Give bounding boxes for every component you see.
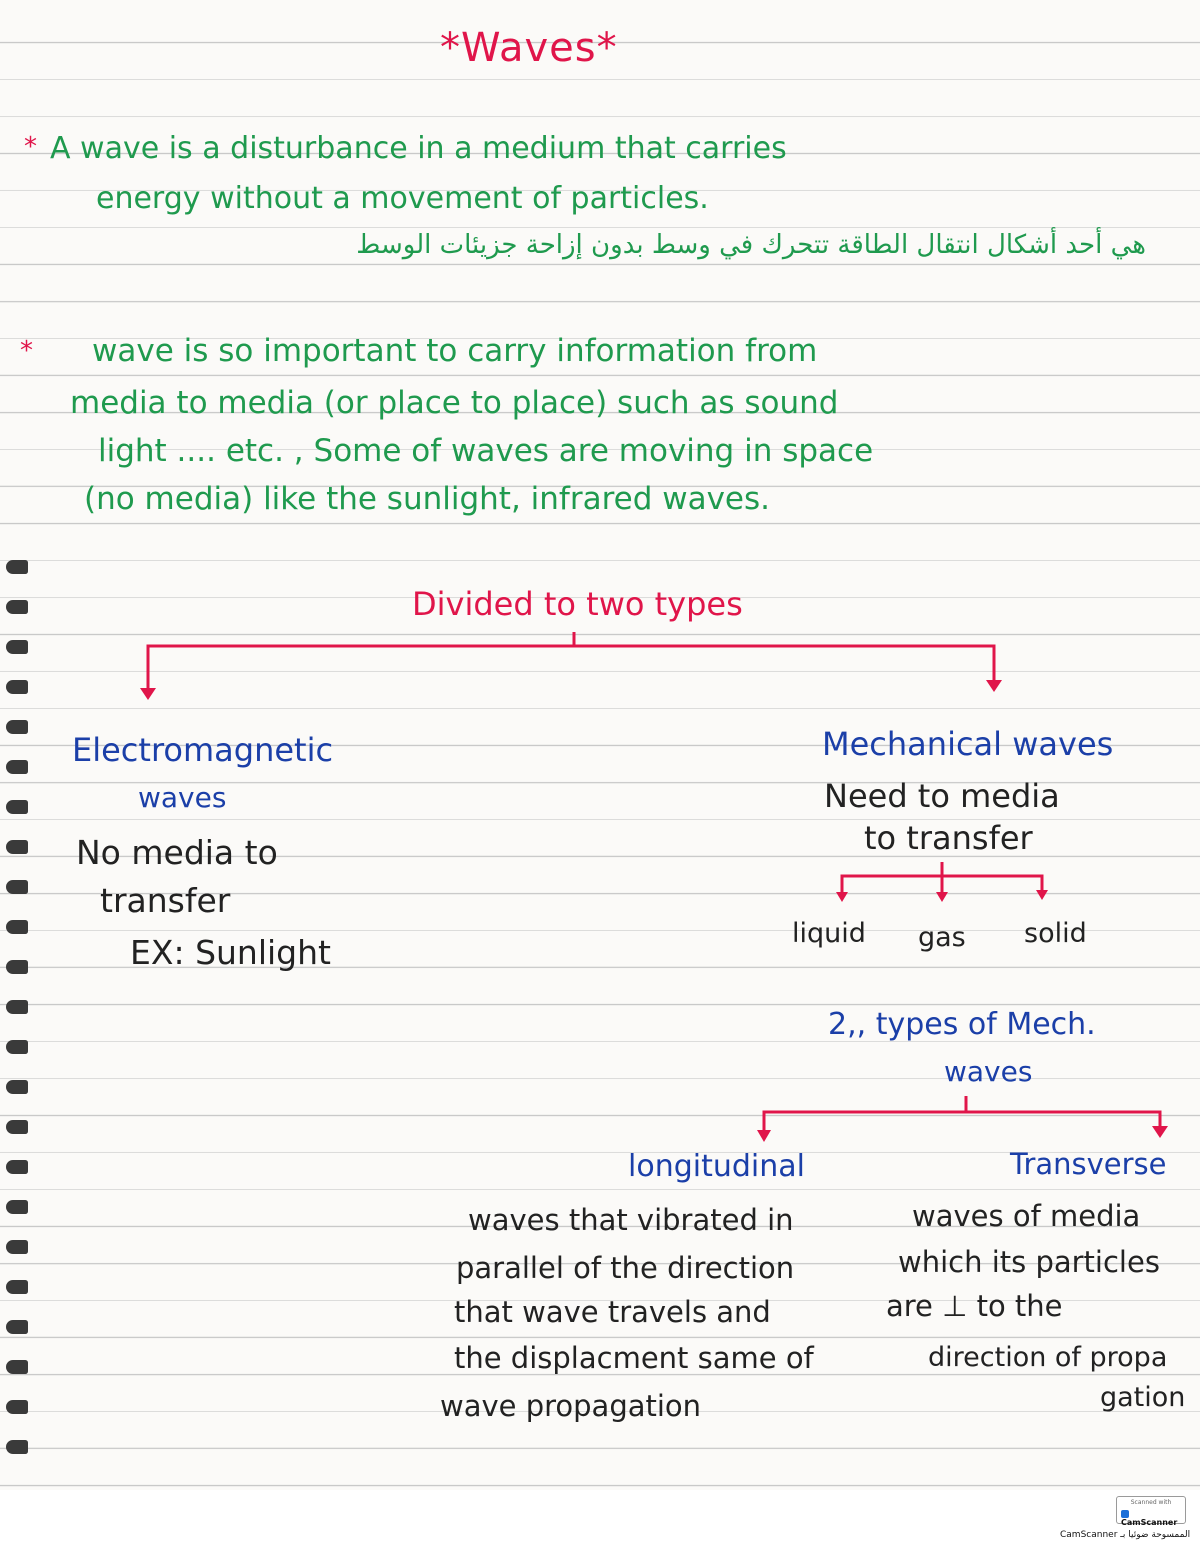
divided-heading: Divided to two types	[412, 585, 743, 623]
arrow-head-liquid	[836, 892, 848, 902]
mechanical-title: Mechanical waves	[822, 725, 1114, 763]
longitudinal-line-4: the displacment same of	[454, 1341, 814, 1375]
transverse-line-4: direction of propa	[928, 1342, 1168, 1373]
definition-arabic: هي أحد أشكال انتقال الطاقة تتحرك في وسط بدون إزاحة جزيئات الوسط	[356, 230, 1146, 260]
scanned-with-label: Scanned with	[1130, 1499, 1172, 1506]
mechanical-line-1: Need to media	[824, 777, 1060, 815]
arrow-head-transverse	[1152, 1126, 1168, 1138]
longitudinal-line-1: waves that vibrated in	[468, 1203, 794, 1237]
definition-bullet: *	[24, 132, 37, 162]
camscanner-badge	[1116, 1496, 1186, 1527]
longitudinal-title: longitudinal	[628, 1149, 805, 1184]
camscanner-logo-text	[1121, 1509, 1185, 1527]
mech-types-bracket	[764, 1096, 1160, 1132]
media-liquid: liquid	[792, 918, 866, 949]
longitudinal-line-5: wave propagation	[440, 1389, 702, 1423]
transverse-line-2: which its particles	[898, 1245, 1160, 1279]
electromagnetic-title: Electromagnetic	[72, 731, 334, 769]
arrow-head-right	[986, 680, 1002, 692]
divided-bracket	[148, 632, 994, 690]
importance-line-4: (no media) like the sunlight, infrared waves.	[84, 481, 771, 517]
transverse-line-3: are ⊥ to the	[886, 1289, 1063, 1323]
arrow-head-solid	[1036, 890, 1048, 900]
importance-line-3: light .... etc. , Some of waves are moving in space	[98, 433, 874, 469]
mechanical-line-2: to transfer	[864, 819, 1033, 857]
page-title: *Waves*	[440, 25, 618, 71]
transverse-title: Transverse	[1010, 1147, 1167, 1181]
scanner-footer: CamScanner الممسوحة ضوئيا بـ	[1060, 1530, 1191, 1540]
arrow-head-gas	[936, 892, 948, 902]
importance-line-2: media to media (or place to place) such as sound	[70, 385, 839, 421]
definition-line-1: A wave is a disturbance in a medium that carries	[50, 131, 787, 166]
camscanner-logo-icon	[1121, 1510, 1129, 1518]
importance-bullet: *	[20, 336, 33, 366]
definition-line-2: energy without a movement of particles.	[96, 181, 709, 216]
transverse-line-1: waves of media	[912, 1199, 1141, 1233]
media-gas: gas	[918, 922, 966, 953]
media-bracket	[842, 862, 1042, 894]
transverse-line-5: gation	[1100, 1382, 1186, 1413]
arrow-head-left	[140, 688, 156, 700]
importance-line-1: wave is so important to carry information from	[92, 333, 818, 369]
arrow-head-longitudinal	[757, 1130, 771, 1142]
mech-types-title: 2,, types of Mech.	[828, 1007, 1096, 1042]
electromagnetic-title-waves: waves	[138, 781, 227, 814]
electromagnetic-example: EX: Sunlight	[130, 933, 331, 972]
longitudinal-line-2: parallel of the direction	[456, 1251, 795, 1285]
media-solid: solid	[1024, 918, 1087, 949]
camscanner-name: CamScanner	[1121, 1518, 1178, 1527]
electromagnetic-line-2: transfer	[100, 881, 231, 920]
longitudinal-line-3: that wave travels and	[454, 1295, 771, 1329]
electromagnetic-line-1: No media to	[76, 833, 278, 872]
mech-types-title-waves: waves	[944, 1055, 1033, 1088]
